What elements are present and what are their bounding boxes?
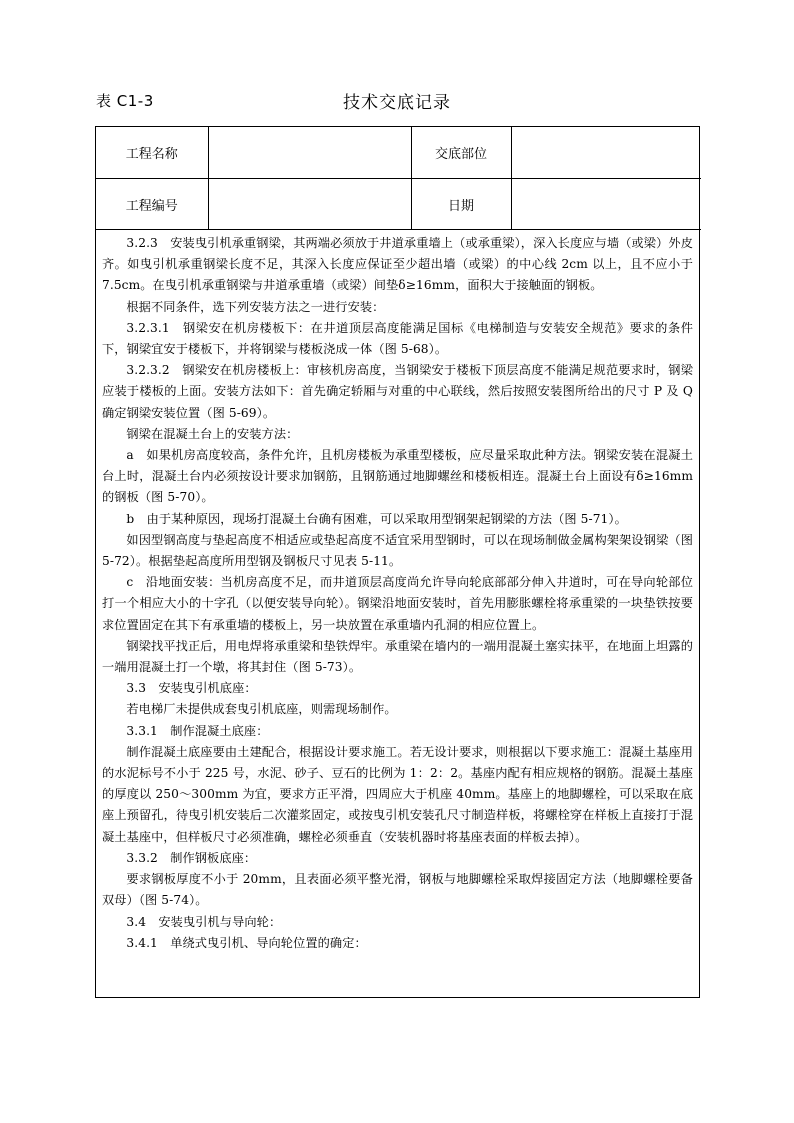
position-label: 交底部位 — [411, 127, 511, 179]
paragraph: 制作混凝土底座要由土建配合，根据设计要求施工。若无设计要求，则根据以下要求施工：混凝土基座用的水泥标号不小于 225 号，水泥、砂子、豆石的比例为 1：2：2。基座内配有相应规格的钢筋。混凝土基座的厚度以 250～300mm 为宜，要求方正平滑，四周应大于机座 40mm。基座上的地脚螺栓，可以采取在底座上预留孔，待曳引机安装后二次灌浆固定，或按曳引机安装孔尺寸制造样板，将螺栓穿在样板上直接打于混凝土基座中，但样板尺寸必须准确，螺栓必须垂直（安装机器时将基座表面的样板去掉）。 — [102, 744, 693, 844]
date-label: 日期 — [411, 179, 511, 230]
project-no-label: 工程编号 — [96, 179, 208, 230]
paragraph: 3.2.3.2 钢梁安在机房楼板上：审核机房高度，当钢梁安于楼板下顶层高度不能满足规范要求时，钢梁应装于楼板的上面。安装方法如下：首先确定轿厢与对重的中心联线，然后按照安装图所给出的尺寸 P 及 Q 确定钢梁安装位置（图 5-69）。 — [102, 363, 693, 420]
paragraph: 3.2.3.1 钢梁安在机房楼板下：在井道顶层高度能满足国标《电梯制造与安装安全规范》要求的条件下，钢梁宜安于楼板下，并将钢梁与楼板浇成一体（图 5-68）。 — [102, 320, 693, 357]
paragraph: a 如果机房高度较高，条件允许，且机房楼板为承重型楼板，应尽量采取此种方法。钢梁安装在混凝土台上时，混凝土台内必须按设计要求加钢筋，且钢筋通过地脚螺丝和楼板相连。混凝土台上面设有δ≥16mm 的钢板（图 5-70）。 — [102, 448, 693, 505]
project-name-label: 工程名称 — [96, 127, 208, 179]
header-row-project-no — [96, 179, 701, 230]
position-field[interactable] — [511, 127, 701, 179]
paragraph: 钢梁在混凝土台上的安装方法： — [126, 426, 299, 441]
form-code: 表 C1-3 — [96, 92, 154, 110]
paragraph: 钢梁找平找正后，用电焊将承重梁和垫铁焊牢。承重梁在墙内的一端用混凝土塞实抹平，在地面上坦露的一端用混凝土打一个墩，将其封住（图 5-73）。 — [102, 638, 693, 675]
paragraph: 3.2.3 安装曳引机承重钢梁，其两端必须放于井道承重墙上（或承重梁），深入长度应与墙（或梁）外皮齐。如曳引机承重钢梁长度不足，其深入长度应保证至少超出墙（或梁）的中心线 2cm 以上，且不应小于 7.5cm。在曳引机承重钢梁与井道承重墙（或梁）间垫δ≥16mm，面积大于接触面的钢板。 — [102, 236, 693, 293]
date-field[interactable] — [511, 179, 701, 230]
project-no-field[interactable] — [208, 179, 411, 230]
paragraph: 若电梯厂未提供成套曳引机底座，则需现场制作。 — [126, 702, 397, 717]
paragraph: 3.4.1 单绕式曳引机、导向轮位置的确定： — [126, 935, 367, 950]
paragraph: 根据不同条件，选下列安装方法之一进行安装： — [126, 299, 385, 314]
paragraph: 3.3.2 制作钢板底座： — [126, 850, 257, 865]
header-table — [96, 127, 701, 230]
paragraph: 要求钢板厚度不小于 20mm，且表面必须平整光滑，钢板与地脚螺栓采取焊接固定方法（地脚螺栓要备双母）（图 5-74）。 — [102, 872, 693, 908]
paragraph: 3.3.1 制作混凝土底座： — [126, 723, 269, 738]
paragraph: 3.4 安装曳引机与导向轮： — [126, 914, 282, 929]
record-sheet — [95, 126, 700, 998]
project-name-field[interactable] — [208, 127, 411, 179]
paragraph: b 由于某种原因，现场打混凝土台确有困难，可以采取用型钢架起钢梁的方法（图 5-71）。 — [126, 511, 627, 526]
disclosure-content — [96, 230, 699, 954]
document-title: 技术交底记录 — [343, 93, 451, 113]
header-row-project-name — [96, 127, 701, 179]
paragraph: 3.3 安装曳引机底座： — [126, 681, 257, 696]
paragraph: c 沿地面安装：当机房高度不足，而井道顶层高度尚允许导向轮底部部分伸入井道时，可在导向轮部位打一个相应大小的十字孔（以便安装导向轮）。钢梁沿地面安装时，首先用膨胀螺栓将承重梁的一块垫铁按要求位置固定在其下有承重墙的楼板上，另一块放置在承重墙内孔洞的相应位置上。 — [102, 575, 693, 632]
paragraph: 如因型钢高度与垫起高度不相适应或垫起高度不适宜采用型钢时，可以在现场制做金属构架架设钢梁（图 5-72）。根据垫起高度所用型钢及钢板尺寸见表 5-11。 — [102, 532, 693, 569]
